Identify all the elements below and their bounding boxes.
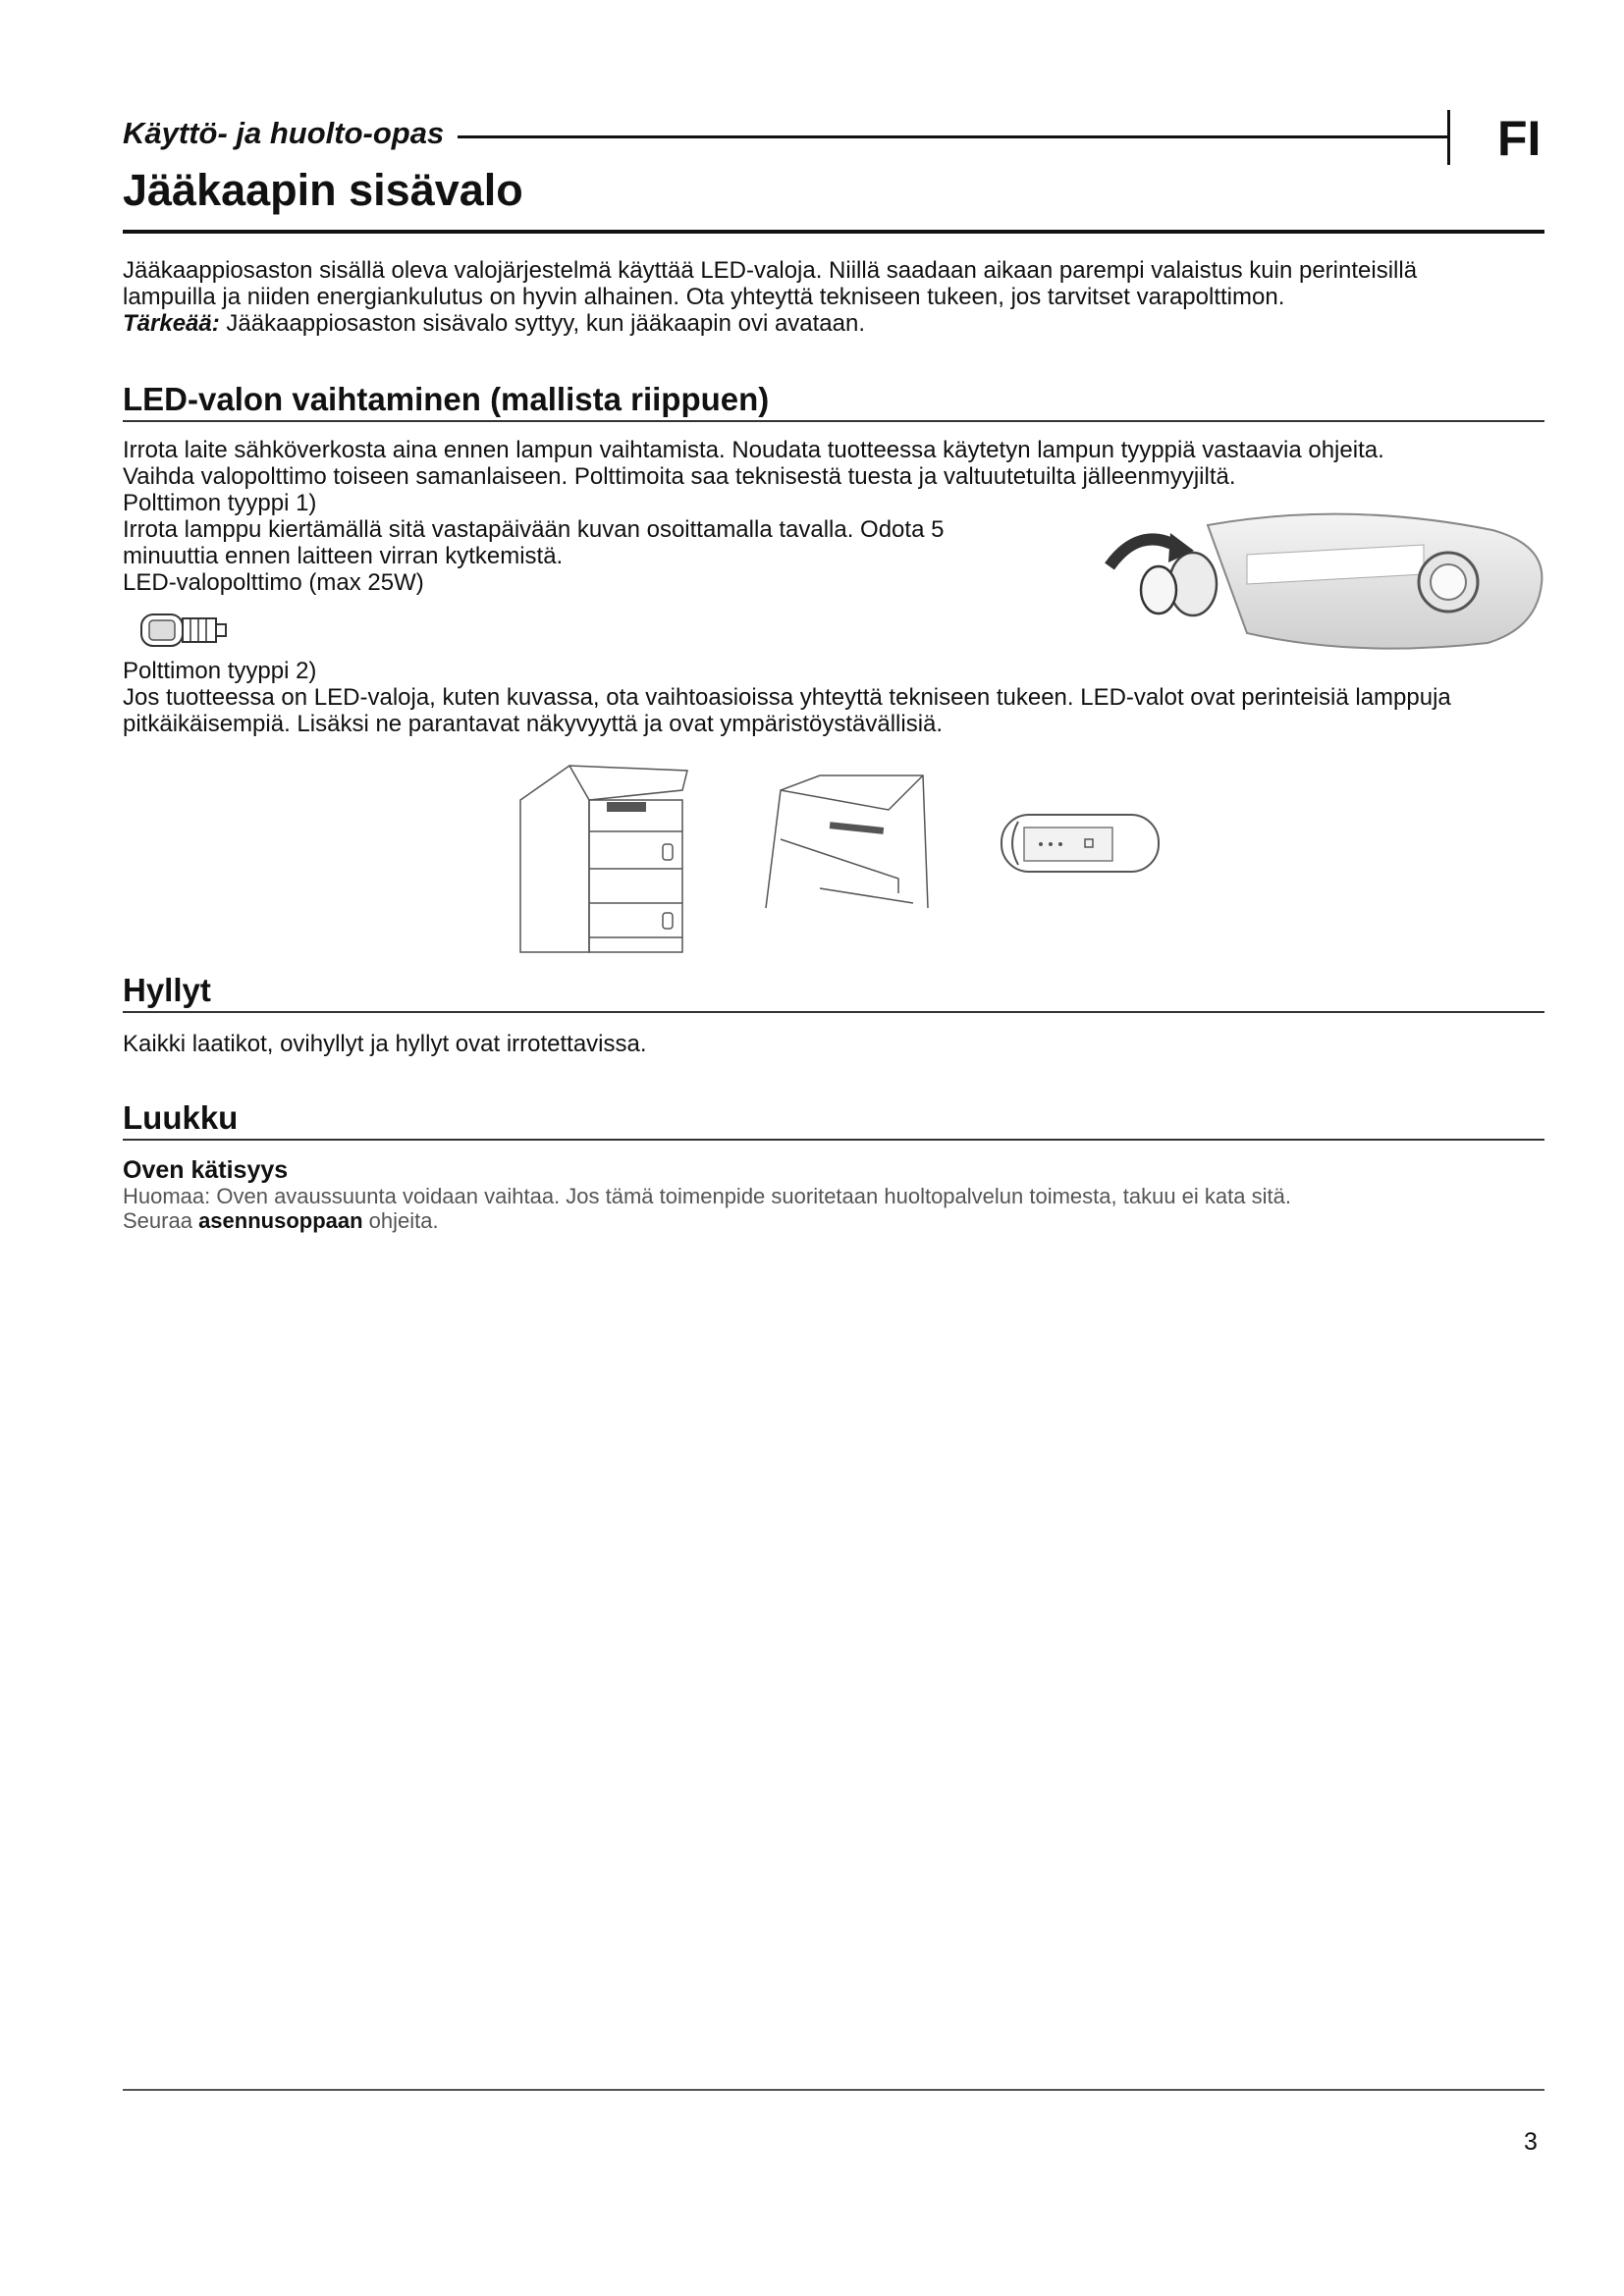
type2-line-1: Jos tuotteessa on LED-valoja, kuten kuvassa, ota vaihtoasioissa yhteyttä tekniseen tukeen. LED-valot ovat perinteisiä lamppuja [123,684,1451,711]
shelves-text: Kaikki laatikot, ovihyllyt ja hyllyt ovat irrotettavissa. [123,1031,647,1057]
important-label: Tärkeää: [123,310,220,337]
door-line-1: Huomaa: Oven avaussuunta voidaan vaihtaa. Jos tämä toimenpide suoritetaan huoltopalvelun toimesta, takuu ei kata sitä. [123,1184,1291,1208]
shelves-heading: Hyllyt [123,972,211,1008]
type1-label: Polttimon tyyppi 1) [123,490,317,516]
led-strip-illustration [997,810,1164,879]
title-rule [123,230,1544,234]
language-code: FI [1497,111,1542,166]
led-line-1: Irrota laite sähköverkosta aina ennen lampun vaihtamista. Noudata tuotteessa käytetyn lampun tyyppiä vastaavia ohjeita. [123,437,1384,463]
lamp-removal-illustration [1100,506,1551,653]
type1-line-2: minuuttia ennen laitteen virran kytkemistä. [123,543,564,569]
door-text [123,1184,1291,1233]
type2-line-2: pitkäikäisempiä. Lisäksi ne parantavat näkyvyyttä ja ovat ympäristöystävällisiä. [123,711,944,737]
footer-rule [123,2089,1544,2091]
header-rule [458,135,1449,138]
door-heading: Luukku [123,1099,239,1136]
type2-label: Polttimon tyyppi 2) [123,658,317,684]
intro-important [123,310,1417,337]
led-section-heading: LED-valon vaihtaminen (mallista riippuen) [123,381,770,417]
important-text: Jääkaappiosaston sisävalo syttyy, kun jääkaapin ovi avataan. [219,310,866,337]
led-bulb-icon [139,609,238,652]
type2-block [123,658,1451,737]
door-subheading: Oven kätisyys [123,1156,289,1184]
intro-paragraph [123,257,1417,337]
intro-line-2: lampuilla ja niiden energiankulutus on hyvin alhainen. Ota yhteyttä tekniseen tukeen, jos tarvitset varapolttimon. [123,284,1285,310]
led-line-2: Vaihda valopolttimo toiseen samanlaiseen. Polttimoita saa teknisestä tuesta ja valtuutetuilta jälleenmyyjiltä. [123,463,1236,490]
door-line-2-suffix: ohjeita. [362,1208,439,1233]
door-line-2-prefix: Seuraa [123,1208,199,1233]
installation-guide-ref: asennusoppaan [198,1208,363,1233]
fridge-top-illustration [761,771,938,908]
intro-line-1: Jääkaappiosaston sisällä oleva valojärjestelmä käyttää LED-valoja. Niillä saadaan aikaan parempi valaistus kuin perinteisillä [123,257,1418,284]
door-line-2 [123,1208,1291,1233]
shelves-rule [123,1011,1544,1013]
led-section-rule [123,420,1544,422]
door-rule [123,1139,1544,1141]
bulb-label: LED-valopolttimo (max 25W) [123,569,424,596]
fridge-interior-illustration [511,761,707,957]
type1-line-1: Irrota lamppu kiertämällä sitä vastapäivään kuvan osoittamalla tavalla. Odota 5 [123,516,945,543]
page-title: Jääkaapin sisävalo [123,165,523,215]
header-rule-tick [1447,110,1450,165]
guide-title: Käyttö- ja huolto-opas [123,116,445,150]
page-number: 3 [1524,2128,1538,2156]
